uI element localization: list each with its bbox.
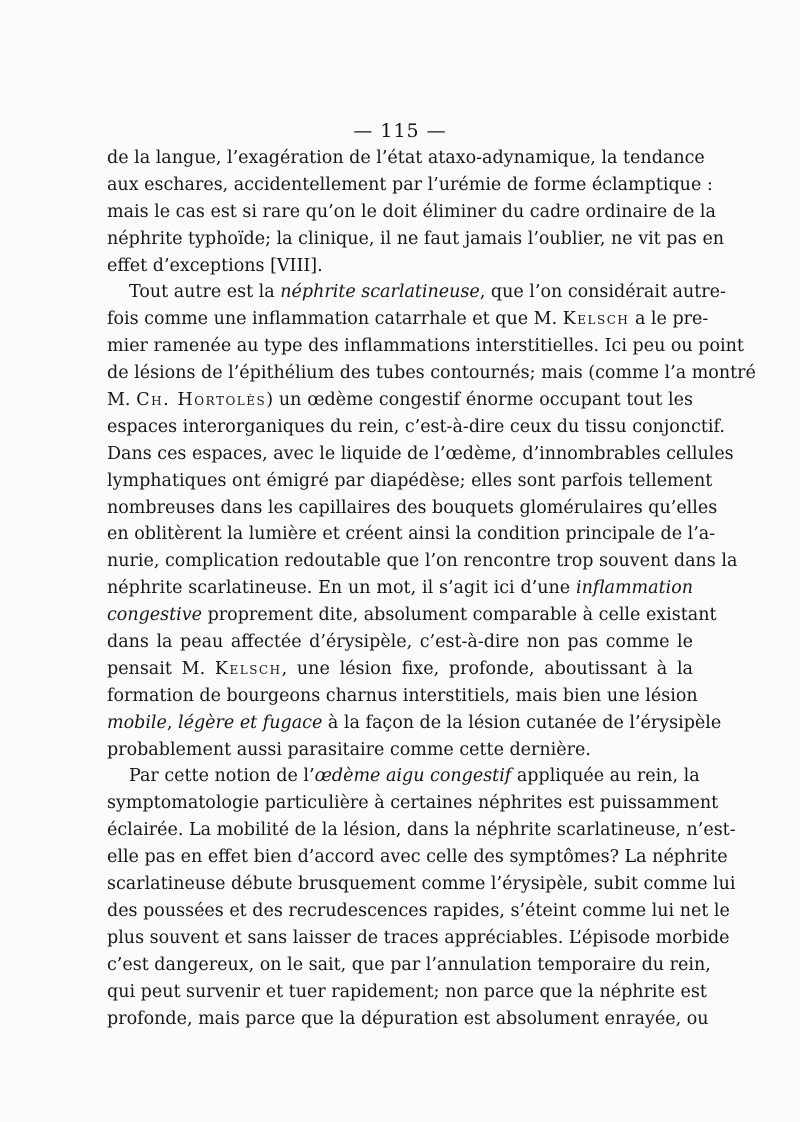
text-line bbox=[107, 253, 693, 280]
author-name: Kelsch bbox=[562, 309, 630, 330]
text-run: de lésions de l’épithélium des tubes contournés; mais (comme l’a montré bbox=[107, 363, 756, 384]
text-run: néphrite scarlatineuse. En un mot, il s’agit ici d’une bbox=[107, 578, 576, 599]
text-line bbox=[107, 360, 756, 387]
text-line bbox=[107, 575, 693, 602]
text-line bbox=[107, 226, 725, 253]
author-name: Kelsch bbox=[214, 658, 282, 679]
text-run: de la langue, l’exagération de l’état ataxo-adynamique, la tendance bbox=[107, 148, 705, 168]
text-line bbox=[107, 737, 693, 764]
text-run: , bbox=[166, 712, 179, 733]
text-run: effet d’exceptions [VIII]. bbox=[107, 255, 323, 276]
text-line bbox=[107, 172, 713, 199]
text-run: à la façon de la lésion cutanée de l’érysipèle bbox=[322, 712, 722, 733]
text-run: en oblitèrent la lumière et créent ainsi la condition principale de l’a- bbox=[107, 524, 716, 545]
text-line bbox=[107, 629, 693, 656]
text-run: elle pas en effet bien d’accord avec celle des symptômes? La néphrite bbox=[107, 847, 728, 868]
text-run: , une lésion fixe, profonde, aboutissant à la bbox=[281, 658, 693, 679]
text-line bbox=[107, 495, 718, 522]
text-line bbox=[107, 602, 717, 629]
text-run: Dans ces espaces, avec le liquide de l’œdème, d’innombrables cellules bbox=[107, 443, 734, 464]
text-line bbox=[107, 145, 705, 172]
text-run: fois comme une inflammation catarrhale et que M. bbox=[107, 309, 563, 330]
text-line bbox=[107, 979, 707, 1006]
text-run: profonde, mais parce que la dépuration est absolument enrayée, ou bbox=[107, 1008, 709, 1029]
text-run: nombreuses dans les capillaires des bouquets glomérulaires qu’elles bbox=[107, 497, 718, 518]
text-line bbox=[107, 199, 716, 226]
text-line bbox=[107, 387, 693, 414]
text-run: mier ramenée au type des inflammations interstitielles. Ici peu ou point bbox=[107, 336, 744, 357]
italic-term: néphrite scarlatineuse bbox=[280, 282, 480, 303]
body-text bbox=[107, 145, 756, 1032]
italic-term: mobile bbox=[107, 712, 167, 733]
page-number: — 115 — bbox=[353, 120, 447, 142]
text-run: Tout autre est la bbox=[129, 282, 281, 303]
text-run: pensait M. bbox=[107, 658, 215, 679]
text-line bbox=[107, 306, 709, 333]
text-run: plus souvent et sans laisser de traces appréciables. L’épisode morbide bbox=[107, 927, 730, 948]
text-line bbox=[107, 710, 722, 737]
text-run: nurie, complication redoutable que l’on rencontre trop souvent dans la bbox=[107, 551, 738, 572]
text-line bbox=[107, 952, 711, 979]
text-run: dans la peau affectée d’érysipèle, c’est-à-dire non pas comme le bbox=[107, 632, 693, 653]
text-run: néphrite typhoïde; la clinique, il ne faut jamais l’oublier, ne vit pas en bbox=[107, 228, 725, 249]
paragraph-start-line bbox=[107, 279, 726, 306]
text-line bbox=[107, 925, 730, 952]
text-run: ) un œdème congestif énorme occupant tout les bbox=[266, 390, 693, 411]
text-line bbox=[107, 468, 713, 495]
text-line bbox=[107, 414, 725, 441]
text-run: Par cette notion de l’ bbox=[129, 766, 315, 787]
text-line bbox=[107, 1006, 709, 1033]
italic-term: congestive bbox=[107, 605, 203, 626]
text-line bbox=[107, 871, 736, 898]
text-run: espaces interorganiques du rein, c’est-à-dire ceux du tissu conjonctif. bbox=[107, 416, 725, 437]
text-line bbox=[107, 521, 716, 548]
text-run: éclairée. La mobilité de la lésion, dans la néphrite scarlatineuse, n’est- bbox=[107, 820, 736, 841]
text-line bbox=[107, 333, 744, 360]
text-line bbox=[107, 441, 734, 468]
author-name: Ch. Hortolès bbox=[136, 390, 267, 411]
text-line bbox=[107, 790, 719, 817]
text-run: mais le cas est si rare qu’on le doit éliminer du cadre ordinaire de la bbox=[107, 201, 716, 222]
text-run: probablement aussi parasitaire comme cette dernière. bbox=[107, 739, 591, 760]
text-line bbox=[107, 898, 730, 925]
text-run: proprement dite, absolument comparable à celle existant bbox=[202, 605, 717, 626]
text-run: , que l’on considérait autre- bbox=[479, 282, 726, 303]
text-run: M. bbox=[107, 390, 137, 411]
text-run: aux eschares, accidentellement par l’urémie de forme éclamptique : bbox=[107, 174, 713, 195]
text-run: qui peut survenir et tuer rapidement; non parce que la néphrite est bbox=[107, 981, 707, 1002]
text-run: c’est dangereux, on le sait, que par l’annulation temporaire du rein, bbox=[107, 954, 711, 975]
text-run: scarlatineuse débute brusquement comme l’érysipèle, subit comme lui bbox=[107, 874, 736, 895]
italic-term: œdème aigu congestif bbox=[314, 766, 512, 787]
italic-term: inflammation bbox=[575, 578, 693, 599]
italic-term: légère et fugace bbox=[178, 712, 323, 733]
text-line bbox=[107, 683, 698, 710]
text-run: symptomatologie particulière à certaines néphrites est puissamment bbox=[107, 793, 719, 814]
paragraph-start-line bbox=[107, 763, 700, 790]
text-run: a le pre- bbox=[629, 309, 709, 330]
text-line bbox=[107, 656, 693, 683]
text-line bbox=[107, 548, 738, 575]
text-run: lymphatiques ont émigré par diapédèse; elles sont parfois tellement bbox=[107, 470, 713, 491]
text-run: des poussées et des recrudescences rapides, s’éteint comme lui net le bbox=[107, 900, 730, 921]
text-line bbox=[107, 817, 736, 844]
text-run: appliquée au rein, la bbox=[511, 766, 700, 787]
text-line bbox=[107, 844, 728, 871]
text-run: formation de bourgeons charnus interstitiels, mais bien une lésion bbox=[107, 685, 698, 706]
